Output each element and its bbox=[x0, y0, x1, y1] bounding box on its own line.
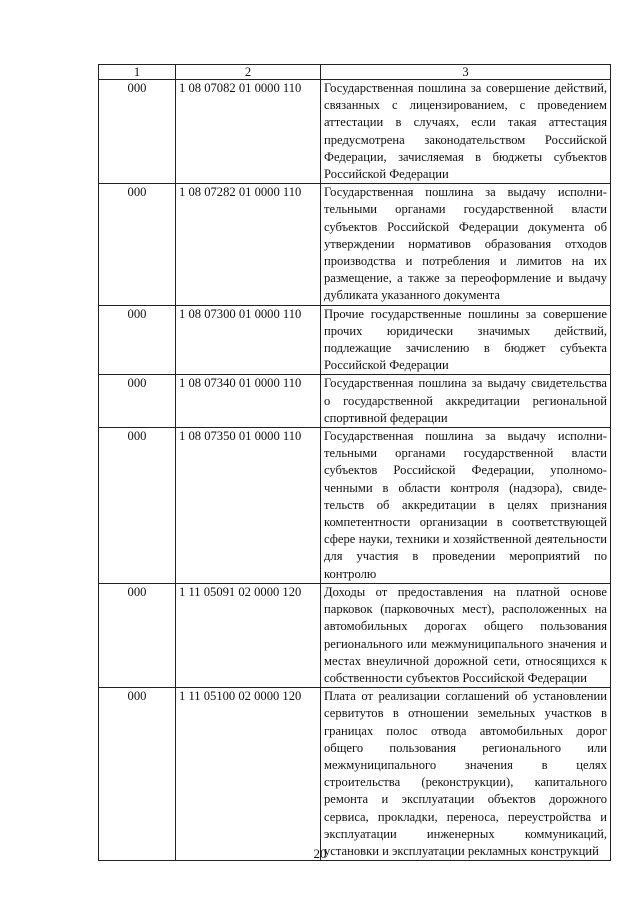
kbk-code-cell: 1 08 07300 01 0000 110 bbox=[176, 305, 321, 375]
table-row bbox=[99, 305, 611, 375]
table-row bbox=[99, 375, 611, 428]
kbk-code-cell: 1 11 05091 02 0000 120 bbox=[176, 583, 321, 687]
table-row bbox=[99, 428, 611, 584]
admin-code-cell: 000 bbox=[99, 688, 176, 861]
admin-code-cell: 000 bbox=[99, 428, 176, 584]
column-header-2: 2 bbox=[176, 65, 321, 80]
admin-code-cell: 000 bbox=[99, 583, 176, 687]
revenue-name-cell: Государственная пошлина за выдачу свидетельства о государственной аккредитации региональной спортивной федерации bbox=[321, 375, 611, 428]
table-row bbox=[99, 80, 611, 184]
admin-code-cell: 000 bbox=[99, 375, 176, 428]
kbk-code-cell: 1 08 07082 01 0000 110 bbox=[176, 80, 321, 184]
table-header-row bbox=[99, 65, 611, 80]
revenue-name-cell: Государственная пошлина за выдачу исполнительными органами государственной власти субъектов Российской Федерации, уполномоченными в области контроля (надзора), свидетельств об аккредитации в целях признания компетентности организации в соответствующей сфере науки, техники и хозяйственной деятельности для участия в проведении мероприятий по контролю bbox=[321, 428, 611, 584]
revenue-name-cell: Государственная пошлина за выдачу исполнительными органами государственной власти субъектов Российской Федерации документа об утверждении нормативов образования отходов производства и потребления и лимитов на их размещение, а также за переоформление и выдачу дубликата указанного документа bbox=[321, 184, 611, 305]
revenue-name-cell: Плата от реализации соглашений об установлении сервитутов в отношении земельных участков в границах полос отвода автомобильных дорог общего пользования регионального или межмуниципального значения в целях строительства (реконструкции), капитального ремонта и эксплуатации объектов дорожного сервиса, прокладки, переноса, переустройства и эксплуатации инженерных коммуникаций, установки и эксплуатации рекламных конструкций bbox=[321, 688, 611, 861]
revenue-codes-table bbox=[98, 64, 611, 861]
revenue-name-cell: Государственная пошлина за совершение действий, связанных с лицензированием, с проведением аттестации в случаях, если такая аттестация предусмотрена законодательством Российской Федерации, зачисляемая в бюджеты субъектов Российской Федерации bbox=[321, 80, 611, 184]
table-row bbox=[99, 688, 611, 861]
kbk-code-cell: 1 11 05100 02 0000 120 bbox=[176, 688, 321, 861]
page-number: 20 bbox=[313, 846, 327, 861]
revenue-name-cell: Прочие государственные пошлины за совершение прочих юридически значимых действий, подлежащие зачислению в бюджет субъекта Российской Федерации bbox=[321, 305, 611, 375]
admin-code-cell: 000 bbox=[99, 80, 176, 184]
table-row bbox=[99, 583, 611, 687]
column-header-1: 1 bbox=[99, 65, 176, 80]
admin-code-cell: 000 bbox=[99, 184, 176, 305]
kbk-code-cell: 1 08 07282 01 0000 110 bbox=[176, 184, 321, 305]
column-header-3: 3 bbox=[321, 65, 611, 80]
kbk-code-cell: 1 08 07340 01 0000 110 bbox=[176, 375, 321, 428]
table-row bbox=[99, 184, 611, 305]
kbk-code-cell: 1 08 07350 01 0000 110 bbox=[176, 428, 321, 584]
admin-code-cell: 000 bbox=[99, 305, 176, 375]
revenue-name-cell: Доходы от предоставления на платной основе парковок (парковочных мест), расположенных на автомобильных дорогах общего пользования регионального или межмуниципального значения и местах внеуличной дорожной сети, относящихся к собственности субъектов Российской Федерации bbox=[321, 583, 611, 687]
